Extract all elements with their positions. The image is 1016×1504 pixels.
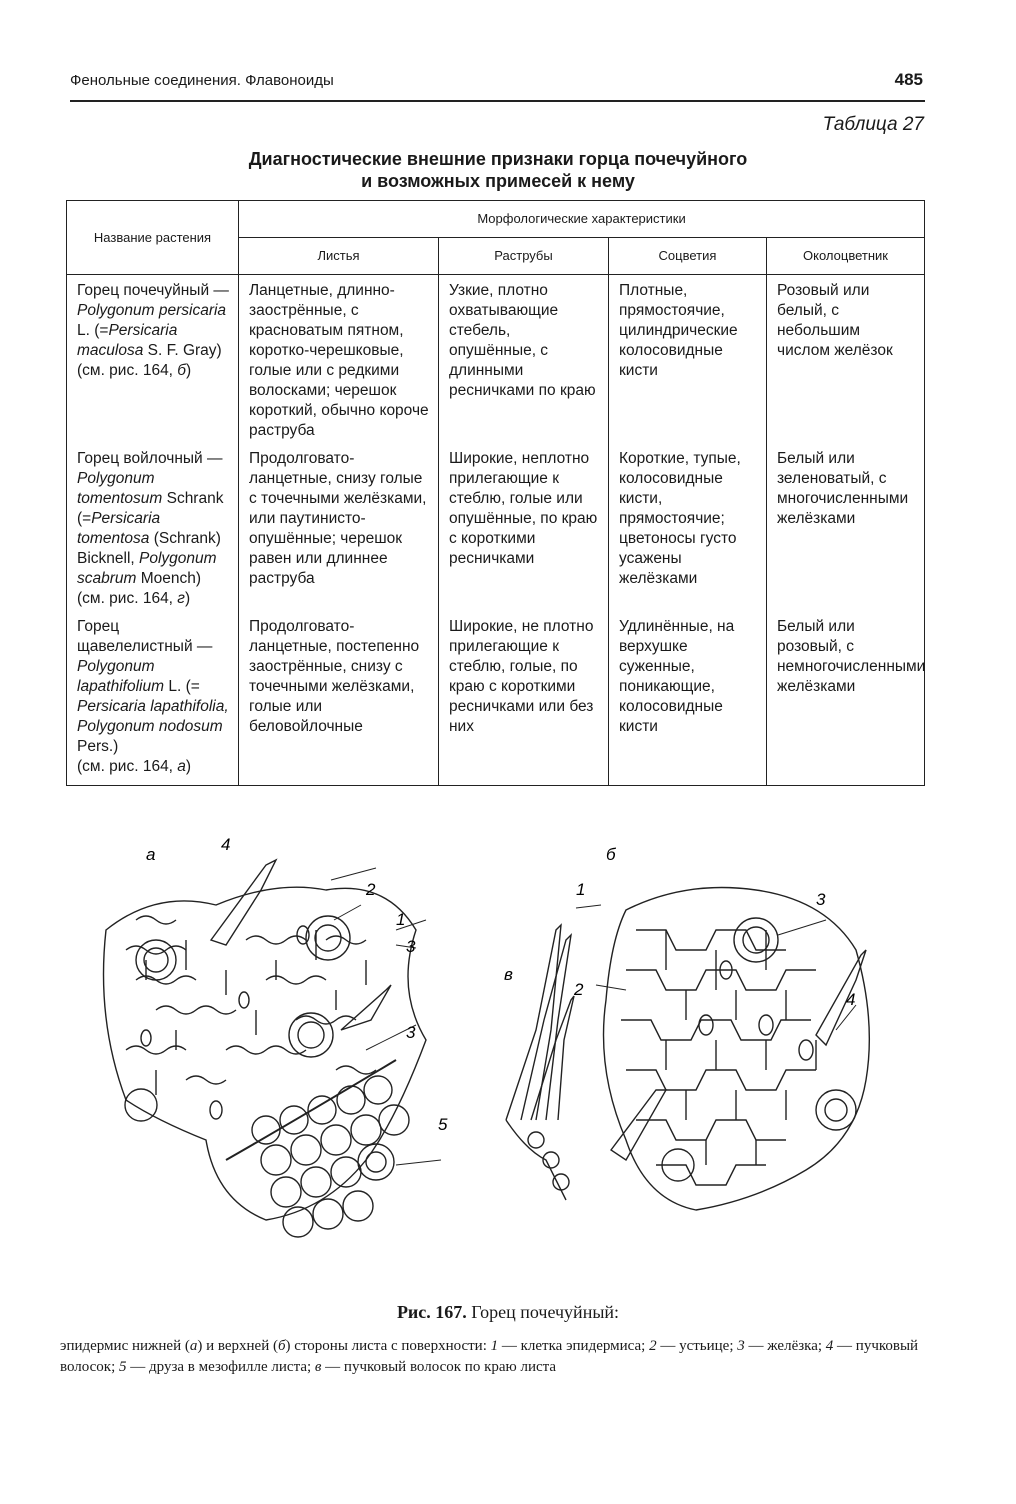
table-title-line-2: и возможных примесей к нему	[361, 171, 635, 191]
plant-name-cell: Горец почечуйный — Polygonum persicaria L. (=Persicaria maculosa S. F. Gray) (см. рис. 164, б)	[67, 275, 239, 448]
running-head	[70, 66, 925, 102]
table-label: Таблица 27	[822, 114, 924, 135]
label-v: в	[504, 965, 513, 984]
inflorescence-cell: Короткие, тупые, колосовидные кисти, прямостоячие; цветоносы густо усажены желёзками	[609, 447, 767, 615]
inflorescence-cell: Удлинённые, на верхушке суженные, поникающие, колосовидные кисти	[609, 615, 767, 786]
header-perianth: Околоцветник	[767, 238, 925, 275]
label-b-2: 2	[574, 980, 584, 999]
table-header-row-1	[67, 201, 925, 238]
ocrea-cell: Узкие, плотно охватывающие стебель, опушённые, с длинными ресничками по краю	[439, 275, 609, 448]
label-b-4: 4	[846, 990, 856, 1009]
figure-caption-title: Рис. 167. Горец почечуйный:	[396, 1302, 620, 1322]
table-row	[67, 615, 925, 786]
ocrea-cell: Широкие, неплотно прилегающие к стеблю, голые или опушённые, по краю с короткими ресничками	[439, 447, 609, 615]
label-b-3: 3	[816, 890, 826, 909]
ocrea-cell: Широкие, не плотно прилегающие к стеблю, голые, по краю с короткими ресничками или без них	[439, 615, 609, 786]
diagnostic-table	[66, 200, 925, 786]
label-b: б	[606, 845, 616, 864]
header-leaves: Листья	[239, 238, 439, 275]
leaves-cell: Ланцетные, длинно-заострённые, с красноватым пятном, коротко-черешковые, голые или с редкими волосками; черешок короткий, обычно короче раструба	[239, 275, 439, 448]
section-title: Фенольные соединения. Флавоноиды	[70, 72, 334, 89]
figure-caption-body: эпидермис нижней (а) и верхней (б) стороны листа с поверхности: 1 — клетка эпидермиса; 2 — устьице; 3 — желёзка; 4 — пучковый волосок; 5 — друза в мезофилле листа; в — пучковый волосок по краю листа	[60, 1338, 919, 1375]
table-row	[67, 447, 925, 615]
label-a-5: 5	[438, 1115, 448, 1134]
label-a-1: 1	[396, 910, 406, 929]
label-a: а	[146, 845, 156, 864]
header-inflorescence: Соцветия	[609, 238, 767, 275]
table-row	[67, 275, 925, 448]
label-a-3-mid: 3	[406, 1023, 416, 1042]
epidermis-illustration	[66, 820, 946, 1290]
label-a-2: 2	[366, 880, 376, 899]
leaves-cell: Продолговато-ланцетные, постепенно заострённые, снизу с точечными желёзками, голые или беловойлочные	[239, 615, 439, 786]
label-a-3-top: 3	[406, 937, 416, 956]
header-plant-name: Название растения	[67, 201, 239, 275]
figure-167	[66, 820, 946, 1290]
table-title-line-1: Диагностические внешние признаки горца почечуйного	[248, 149, 748, 169]
panel-a-drawing	[104, 860, 442, 1237]
plant-name-cell: Горец щавелелистный — Polygonum lapathifolium L. (= Persicaria lapathifolia, Polygonum nodosum Pers.) (см. рис. 164, а)	[67, 615, 239, 786]
header-morphology: Морфологические характеристики	[239, 201, 925, 238]
table-title	[140, 148, 856, 192]
panel-b-drawing	[576, 888, 869, 1211]
panel-v-drawing	[506, 925, 574, 1200]
label-a-4: 4	[221, 835, 231, 854]
perianth-cell: Белый или розовый, с немногочисленными желёзками	[767, 615, 925, 786]
leaves-cell: Продолговато-ланцетные, снизу голые с точечными желёзками, или паутинисто-опушённые; черешок равен или длиннее раструба	[239, 447, 439, 615]
perianth-cell: Розовый или белый, с небольшим числом желёзок	[767, 275, 925, 448]
inflorescence-cell: Плотные, прямостоячие, цилиндрические колосовидные кисти	[609, 275, 767, 448]
perianth-cell: Белый или зеленоватый, с многочисленными желёзками	[767, 447, 925, 615]
plant-name-cell: Горец войлочный — Polygonum tomentosum Schrank (=Persicaria tomentosa (Schrank) Bicknell, Polygonum scabrum Moench) (см. рис. 164, г)	[67, 447, 239, 615]
page-number: 485	[894, 70, 923, 89]
label-b-1: 1	[576, 880, 586, 899]
header-ocrea: Раструбы	[439, 238, 609, 275]
